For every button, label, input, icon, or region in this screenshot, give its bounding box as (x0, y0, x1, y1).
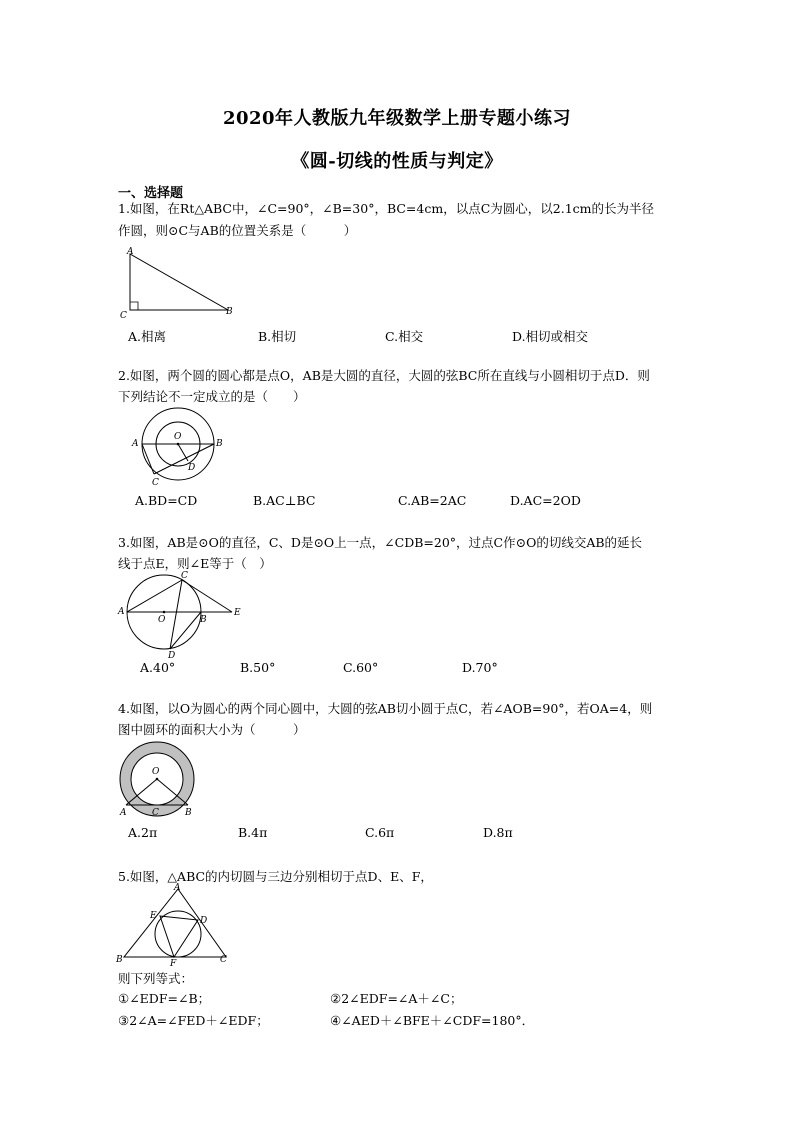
label-b: B (185, 808, 192, 818)
question-5-line-1: 5.如图，△ABC的内切圆与三边分别相切于点D、E、F， (118, 869, 433, 884)
q1-option-a[interactable]: A.相离 (128, 329, 167, 344)
q1-option-c[interactable]: C.相交 (385, 329, 424, 344)
figure-concentric-circles (130, 408, 230, 488)
label-o: O (152, 767, 160, 777)
label-b: B (226, 307, 233, 317)
question-1-line-1: 1.如图，在Rt△ABC中，∠C=90°，∠B=30°，BC=4cm，以点C为圆心，以2.1cm的长为半径 (118, 201, 654, 216)
label-f: F (170, 959, 177, 969)
figure-annulus (118, 742, 200, 822)
label-o: O (158, 615, 166, 625)
label-a: A (118, 607, 125, 617)
figure-incircle (116, 883, 231, 969)
q3-option-b[interactable]: B.50° (240, 660, 276, 675)
q4-option-a[interactable]: A.2π (128, 825, 158, 840)
label-a: A (132, 439, 139, 449)
q4-option-d[interactable]: D.8π (483, 825, 513, 840)
q3-option-d[interactable]: D.70° (462, 660, 498, 675)
question-5-intro: 则下列等式： (118, 971, 194, 986)
question-2-line-1: 2.如图，两个圆的圆心都是点O，AB是大圆的直径，大圆的弦BC所在直线与小圆相切于点D．则 (118, 368, 650, 383)
label-a: A (120, 808, 127, 818)
label-c: C (181, 571, 188, 581)
figure-circle-tangent (118, 571, 243, 661)
q1-option-b[interactable]: B.相切 (258, 329, 297, 344)
q4-option-b[interactable]: B.4π (238, 825, 268, 840)
label-e: E (234, 608, 241, 618)
label-c: C (152, 808, 159, 818)
question-2-line-2: 下列结论不一定成立的是（ ） (118, 389, 306, 404)
question-4-line-1: 4.如图，以O为圆心的两个同心圆中，大圆的弦AB切小圆于点C，若∠AOB=90°，若OA=4，则 (118, 701, 653, 716)
document-subtitle: 《圆-切线的性质与判定》 (291, 151, 503, 172)
question-3-line-2: 线于点E，则∠E等于（ ） (118, 556, 272, 571)
statement-1: ①∠EDF=∠B； (118, 991, 211, 1006)
q3-option-a[interactable]: A.40° (140, 660, 176, 675)
q2-option-b[interactable]: B.AC⊥BC (253, 493, 316, 508)
statement-2: ②2∠EDF=∠A＋∠C； (330, 991, 463, 1006)
figure-right-triangle (118, 247, 238, 321)
label-o: O (174, 432, 182, 442)
statement-4: ④∠AED＋∠BFE＋∠CDF=180°． (330, 1013, 535, 1028)
q2-option-c[interactable]: C.AB=2AC (398, 493, 467, 508)
label-b: B (200, 615, 207, 625)
label-b: B (116, 955, 123, 965)
q2-option-d[interactable]: D.AC=2OD (510, 493, 581, 508)
question-1-line-2: 作圆，则⊙C与AB的位置关系是（ ） (118, 223, 357, 238)
q3-option-c[interactable]: C.60° (343, 660, 379, 675)
document-title: 2020年人教版九年级数学上册专题小练习 (222, 108, 572, 129)
question-4-line-2: 图中圆环的面积大小为（ ） (118, 722, 306, 737)
label-d: D (168, 651, 176, 661)
label-c: C (152, 478, 159, 488)
statement-3: ③2∠A=∠FED＋∠EDF； (118, 1013, 269, 1028)
q1-option-d[interactable]: D.相切或相交 (512, 329, 589, 344)
question-3-line-1: 3.如图，AB是⊙O的直径，C、D是⊙O上一点，∠CDB=20°，过点C作⊙O的切线交AB的延长 (118, 535, 643, 550)
label-a: A (174, 883, 181, 893)
q2-option-a[interactable]: A.BD=CD (135, 493, 198, 508)
label-a: A (127, 247, 134, 257)
label-b: B (216, 439, 223, 449)
label-d: D (200, 916, 208, 926)
label-c: C (220, 955, 227, 965)
label-e: E (150, 911, 157, 921)
label-d: D (188, 463, 196, 473)
section-heading: 一、选择题 (118, 186, 184, 201)
q4-option-c[interactable]: C.6π (365, 825, 395, 840)
label-c: C (120, 311, 127, 321)
